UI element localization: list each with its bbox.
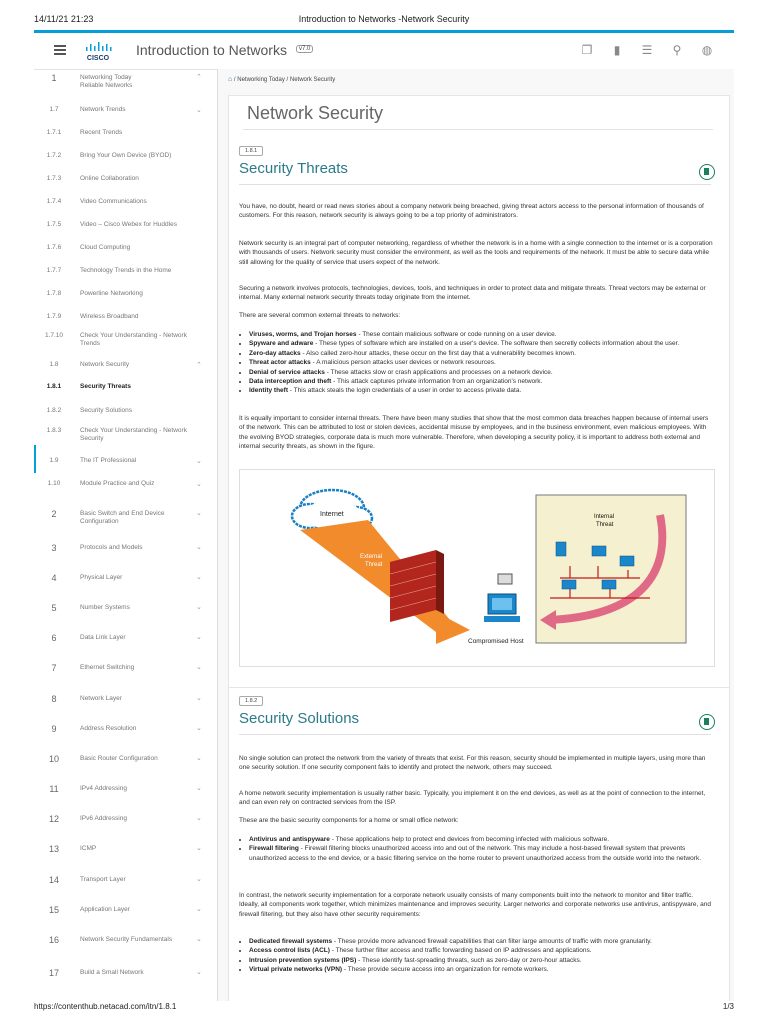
sidebar-item-number: 11 [49,784,59,794]
threat-figure [239,469,715,667]
paragraph: Securing a network involves protocols, technologies, devices, tools, and techniques in order to protect data and mitigate threats. Threat vectors may be external or internal. Many external network security threats today originate from the internet. [239,285,706,302]
sidebar-item-number: 1.7.2 [46,152,62,159]
toolbar [580,43,714,57]
sidebar-item-number: 16 [48,935,59,945]
sidebar-item-number: 1.8.1 [46,383,62,390]
sidebar-item-number: 1.7.4 [46,198,62,205]
sidebar-item-number: 1.7.1 [46,129,62,136]
chevron-down-icon[interactable]: ⌄ [196,458,202,465]
chevron-down-icon[interactable]: ⌄ [196,755,202,762]
paragraph: In contrast, the network security implementation for a corporate network usually consists of many components built into the network to monitor and filter traffic. Ideally, all components work together, which minimizes maintenance and improves security. Larger networks and corporate networks use antivirus, antispyware, and firewall filtering, but they also have other security requirements: [239,892,711,918]
print-header [0,0,768,30]
page-title: Network Security [247,103,384,123]
list-item: • Zero-day attacks - Also called zero-hour attacks, these occur on the first day that a vulnerability becomes known. [249,349,723,358]
sidebar-item-number: 12 [48,814,59,824]
chevron-down-icon[interactable]: ⌄ [196,815,202,822]
sidebar-item-label: Data Link Layer [80,634,126,641]
sidebar-item-number: 1.7.7 [46,267,62,274]
sidebar-item-number: 1.7.3 [46,175,62,182]
divider [239,734,711,735]
list-item: • Data interception and theft - This attack captures private information from an organization's network. [249,377,723,386]
chevron-down-icon[interactable]: ⌄ [196,845,202,852]
list-item: • Access control lists (ACL) - These further filter access and traffic forwarding based on IP addresses and applications. [249,946,723,955]
paragraph: It is equally important to consider internal threats. There have been many studies that show that the most common data breaches happen because of internal users of the network. This can be attributed to lost or stolen devices, accidental misuse by employees, and in the business environment, even malicious employees. With the evolving BYOD strategies, corporate data is much more vulnerable. Therefore, when developing a security policy, it is important to address both external and internal security threats, as shown in the figure. [239,415,709,451]
list-item: • Viruses, worms, and Trojan horses - These contain malicious software or code running on a user device. [249,330,723,339]
chevron-down-icon[interactable]: ⌄ [196,695,202,702]
home-security-list [239,835,723,863]
chevron-down-icon[interactable]: ⌄ [196,604,202,611]
section-title: Security Solutions [239,710,360,727]
breadcrumb-item[interactable]: Networking Today [237,77,285,83]
sidebar-item-label: Check Your Understanding - Network Trends [80,332,187,347]
sidebar-item-label: Wireless Broadband [80,313,139,320]
sidebar-item-number: 1.7.9 [46,313,62,320]
paragraph: There are several common external threats to networks: [239,312,401,319]
list-item: • Intrusion prevention systems (IPS) - These identify fast-spreading threats, such as zero-day or zero-hour attacks. [249,956,723,965]
section-badge: 1.8.2 [239,696,263,706]
chevron-down-icon[interactable]: ⌄ [196,906,202,913]
compromised-host-icon [484,574,520,622]
list-item: • Antivirus and antispyware - These applications help to protect end devices from becoming infected with malicious software. [249,835,723,844]
sidebar-item-number: 5 [51,603,57,613]
chevron-down-icon[interactable]: ⌄ [196,634,202,641]
chevron-down-icon[interactable]: ⌄ [196,936,202,943]
sidebar-item-number: 1.7.8 [46,290,62,297]
corporate-security-list [239,937,723,975]
svg-text:Threat: Threat [596,522,614,528]
sidebar-item-label: IPv4 Addressing [80,785,127,792]
sidebar-item-label: Physical Layer [80,574,123,581]
menu-icon[interactable] [54,45,66,55]
active-indicator [34,445,36,473]
print-doc-title: Introduction to Networks -Network Security [298,14,470,24]
print-url: https://contenthub.netacad.com/itn/1.8.1 [34,1002,177,1011]
list-item: • Threat actor attacks - A malicious person attacks user devices or network resources. [249,358,723,367]
threat-diagram [240,470,714,666]
paragraph: These are the basic security components for a home or small office network: [239,817,459,824]
sidebar-item-number: 10 [48,754,59,764]
sidebar-item-label: Video – Cisco Webex for Huddles [80,221,177,228]
list-item: • Spyware and adware - These types of software which are installed on a user's device. The software then secretly collects information about the user. [249,339,723,348]
sidebar-item-number: 1.10 [47,480,61,487]
paragraph: You have, no doubt, heard or read news stories about a company network being breached, giving threat actors access to the personal information of thousands of customers. For this reason, network security is always going to be a top priority of administrators. [239,203,704,220]
cisco-logo [84,40,124,64]
sidebar-item-number: 8 [51,694,57,704]
svg-text:Internet: Internet [320,511,344,518]
sidebar-item-number: 6 [51,633,57,643]
globe-icon[interactable]: ◍ [701,43,713,57]
sidebar-item-label: Powerline Networking [80,290,143,297]
sidebar-item-label: Security Solutions [80,407,133,414]
chevron-down-icon[interactable]: ⌄ [196,969,202,976]
sidebar-item-number: 1 [51,73,57,83]
sidebar-item-number: 1.8 [49,361,59,368]
breadcrumb: ⌂ / Networking Today / Network Security [228,76,336,83]
sidebar-item-label: ICMP [80,845,97,852]
course-title: Introduction to Networks [136,42,287,58]
sidebar-item-label: Network Trends [80,106,126,113]
sidebar-item-label: Basic Switch and End Device Configuration [80,510,165,525]
svg-text:External: External [360,554,383,560]
sidebar-item-label: Application Layer [80,906,130,913]
sidebar-item-label: Technology Trends in the Home [80,267,172,274]
sidebar-item-label: Module Practice and Quiz [80,480,155,487]
sidebar-item-label: Cloud Computing [80,244,131,251]
sidebar-item-number: 2 [51,509,57,519]
sidebar-item-label: Protocols and Models [80,544,143,551]
sidebar-item-number: 3 [51,543,57,553]
sidebar-item-label: Security Threats [80,383,131,390]
main-content [218,69,734,1001]
sidebar-item-number: 1.7 [49,106,59,113]
list-icon[interactable]: ☰ [641,43,653,57]
sidebar-item-number: 9 [51,724,57,734]
sidebar-item-label: Basic Router Configuration [80,755,158,762]
chevron-up-icon[interactable]: ⌃ [196,74,202,81]
sidebar-item-label: Number Systems [80,604,130,611]
version-badge: v7.0 [296,45,313,53]
svg-text:Internal: Internal [594,514,615,520]
list-item: • Firewall filtering - Firewall filtering blocks unauthorized access into and out of the network. This may include a host-based firewall system that prevents unauthorized access to the end device, or a basic filtering service on the home router to prevent unauthorized access from the outside world into the network. [249,844,723,863]
sidebar-item-label: Build a Small Network [80,969,144,976]
chevron-down-icon[interactable]: ⌄ [196,544,202,551]
threat-list [239,330,723,396]
section-badge: 1.8.1 [239,146,263,156]
sidebar-item-number: 1.8.3 [46,427,62,434]
chevron-down-icon[interactable]: ⌄ [196,107,202,114]
sidebar-item-label: Network Security Fundamentals [80,936,173,943]
chevron-down-icon[interactable]: ⌄ [196,510,202,517]
list-item: • Denial of service attacks - These attacks slow or crash applications and processes on a network device. [249,368,723,377]
sidebar-item-number: 4 [51,573,57,583]
window-icon[interactable]: ❐ [581,43,593,57]
search-icon[interactable]: ⚲ [672,43,682,57]
sidebar-item-number: 14 [48,875,59,885]
print-page-number: 1/3 [722,1002,734,1011]
sidebar-item-label: Networking Today Reliable Networks [80,74,133,89]
divider [239,184,711,185]
sidebar-item-number: 1.7.10 [44,332,64,339]
bookmark-icon[interactable] [699,164,715,180]
home-icon[interactable]: ⌂ [228,76,233,83]
sidebar-item-label: Online Collaboration [80,175,139,182]
solutions-card [228,687,730,1001]
sidebar-item-label: The IT Professional [80,457,137,464]
svg-text:CISCO: CISCO [86,55,110,62]
chevron-down-icon[interactable]: ⌄ [196,574,202,581]
sidebar-item-number: 1.7.6 [46,244,62,251]
sidebar-item-number: 1.8.2 [46,407,62,414]
sidebar-item-number: 7 [51,663,57,673]
sidebar-item-label: IPv6 Addressing [80,815,127,822]
sidebar-item-number: 13 [48,844,59,854]
sidebar-item-label: Network Security [80,361,130,368]
chevron-down-icon[interactable]: ⌄ [196,785,202,792]
chevron-down-icon[interactable]: ⌄ [196,725,202,732]
sidebar-item-label: Transport Layer [80,876,126,883]
section-title: Security Threats [239,160,348,177]
chevron-up-icon[interactable]: ⌃ [196,362,202,369]
sidebar-item-label: Bring Your Own Device (BYOD) [80,152,172,159]
bookmark-icon[interactable]: ▮ [613,43,621,57]
chevron-down-icon[interactable]: ⌄ [196,664,202,671]
sidebar-item-number: 1.7.5 [46,221,62,228]
divider [243,129,713,130]
sidebar-item-label: Address Resolution [80,725,137,732]
app-header [34,30,734,70]
paragraph: Network security is an integral part of computer networking, regardless of whether the network is in a home with a single connection to the internet or is a corporation with thousands of users. Network security must consider the environment, as well as the tools and requirements of the network. It must be able to secure data while still allowing for the quality of service that users expect of the network. [239,240,713,266]
breadcrumb-item[interactable]: Network Security [289,77,336,83]
threats-card [228,95,730,691]
print-datetime: 14/11/21 21:23 [34,14,94,24]
bookmark-icon[interactable] [699,714,715,730]
sidebar-item-number: 17 [48,968,59,978]
chevron-down-icon[interactable]: ⌄ [196,876,202,883]
chevron-down-icon[interactable]: ⌄ [196,481,202,488]
sidebar-nav [34,69,218,1001]
svg-text:Compromised Host: Compromised Host [468,638,524,645]
svg-text:Threat: Threat [365,562,383,568]
list-item: • Identity theft - This attack steals the login credentials of a user in order to access private data. [249,386,723,395]
sidebar-item-label: Check Your Understanding - Network Security [80,427,187,442]
sidebar-item-number: 1.9 [49,457,59,464]
sidebar-item-number: 15 [48,905,59,915]
sidebar-item-label: Ethernet Switching [80,664,135,671]
sidebar-item-label: Recent Trends [80,129,123,136]
list-item: • Dedicated firewall systems - These provide more advanced firewall capabilities that can filter large amounts of traffic with more granularity. [249,937,723,946]
list-item: • Virtual private networks (VPN) - These provide secure access into an organization for remote workers. [249,965,723,974]
paragraph: No single solution can protect the network from the variety of threats that exist. For this reason, security should be implemented in multiple layers, using more than one security solution. If one security component fails to identify and protect the network, others may succeed. [239,755,706,772]
paragraph: A home network security implementation is usually rather basic. Typically, you implement it on the end devices, as well as at the point of connection to the internet, and can even rely on contracted services from the ISP. [239,790,706,807]
sidebar-item-label: Network Layer [80,695,122,702]
sidebar-item-label: Video Communications [80,198,147,205]
